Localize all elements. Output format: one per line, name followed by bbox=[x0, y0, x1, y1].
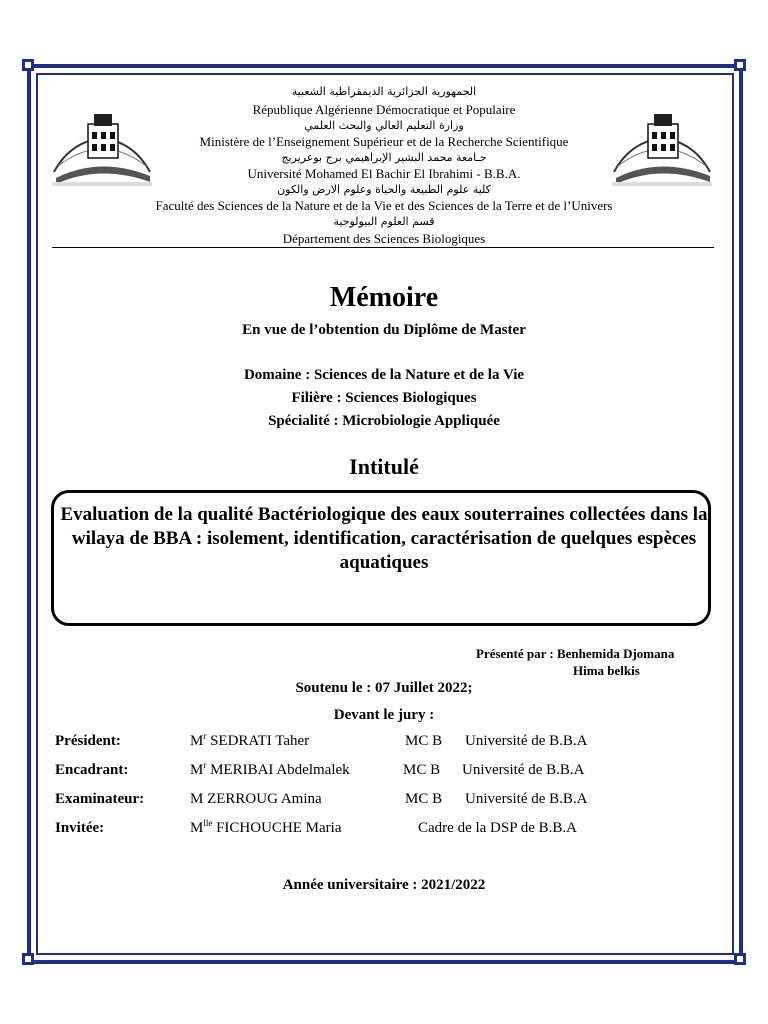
jury-grade: MC B bbox=[405, 733, 443, 749]
jury-row bbox=[0, 820, 768, 842]
jury-grade: MC B bbox=[405, 791, 443, 807]
jury-name: M ZERROUG Amina bbox=[190, 791, 322, 807]
academic-year: Année universitaire : 2021/2022 bbox=[282, 877, 486, 893]
jury-role: Président: bbox=[55, 733, 121, 749]
jury-institution: Université de B.B.A bbox=[462, 762, 585, 778]
presented-by-second: Hima belkis bbox=[573, 663, 640, 678]
corner-ornament bbox=[22, 953, 34, 965]
header-department: Département des Sciences Biologiques bbox=[282, 231, 486, 246]
header-university-ar: جـامعة محمد البشير الإبراهيمي برج بوعريريج bbox=[281, 151, 487, 164]
jury-role: Examinateur: bbox=[55, 791, 145, 807]
jury-grade: MC B bbox=[403, 762, 441, 778]
thesis-topic: Evaluation de la qualité Bactériologique des eaux souterraines collectées dans la wilaya de BBA : isolement, identification, caractérisation de quelques espèces aquatiques bbox=[60, 504, 708, 573]
jury-name: $M^r$ MERIBAI Abdelmalek bbox=[190, 760, 350, 778]
header-ministry-ar: وزارة التعليم العالي والبحث العلمي bbox=[304, 119, 464, 132]
jury-row bbox=[0, 791, 768, 813]
specialite-line: Spécialité : Microbiologie Appliquée bbox=[268, 413, 500, 429]
jury-role: Invitée: bbox=[55, 820, 105, 836]
jury-institution: Cadre de la DSP de B.B.A bbox=[418, 820, 578, 836]
header-country: République Algérienne Démocratique et Populaire bbox=[252, 102, 516, 117]
header-faculty: Faculté des Sciences de la Nature et de la Vie et des Sciences de la Terre et de l’Univers bbox=[155, 198, 613, 213]
header-university: Université Mohamed El Bachir El Ibrahimi - B.B.A. bbox=[247, 166, 521, 181]
header-faculty-ar: كلية علوم الطبيعة والحياة وعلوم الارض والكون bbox=[277, 183, 491, 196]
header-country-ar: الجمهورية الجزائرية الديمقراطية الشعبية bbox=[291, 85, 477, 98]
jury-institution: Université de B.B.A bbox=[465, 791, 588, 807]
filiere-line: Filière : Sciences Biologiques bbox=[291, 390, 477, 406]
jury-institution: Université de B.B.A bbox=[465, 733, 588, 749]
jury-role: Encadrant: bbox=[55, 762, 129, 778]
jury-name: $M^{lle}$ FICHOUCHE Maria bbox=[190, 818, 342, 836]
domain-line: Domaine : Sciences de la Nature et de la Vie bbox=[243, 367, 525, 383]
document-subtitle: En vue de l’obtention du Diplôme de Master bbox=[242, 322, 526, 338]
presented-by-label: Présenté par : Benhemida Djomana bbox=[476, 646, 675, 661]
jury-heading: Devant le jury : bbox=[333, 707, 435, 723]
presented-by bbox=[476, 645, 674, 679]
header-ministry: Ministère de l’Enseignement Supérieur et de la Recherche Scientifique bbox=[199, 134, 569, 149]
header-divider bbox=[52, 247, 714, 248]
corner-ornament bbox=[734, 59, 746, 71]
corner-ornament bbox=[734, 953, 746, 965]
jury-row bbox=[0, 762, 768, 784]
header-department-ar: قسم العلوم البيولوجية bbox=[333, 215, 435, 228]
intitule-heading: Intitulé bbox=[349, 454, 419, 479]
corner-ornament bbox=[22, 59, 34, 71]
defense-date: Soutenu le : 07 Juillet 2022; bbox=[295, 680, 473, 696]
jury-row bbox=[0, 733, 768, 755]
document-title: Mémoire bbox=[329, 282, 439, 313]
jury-name: $M^r$ SEDRATI Taher bbox=[190, 731, 310, 749]
